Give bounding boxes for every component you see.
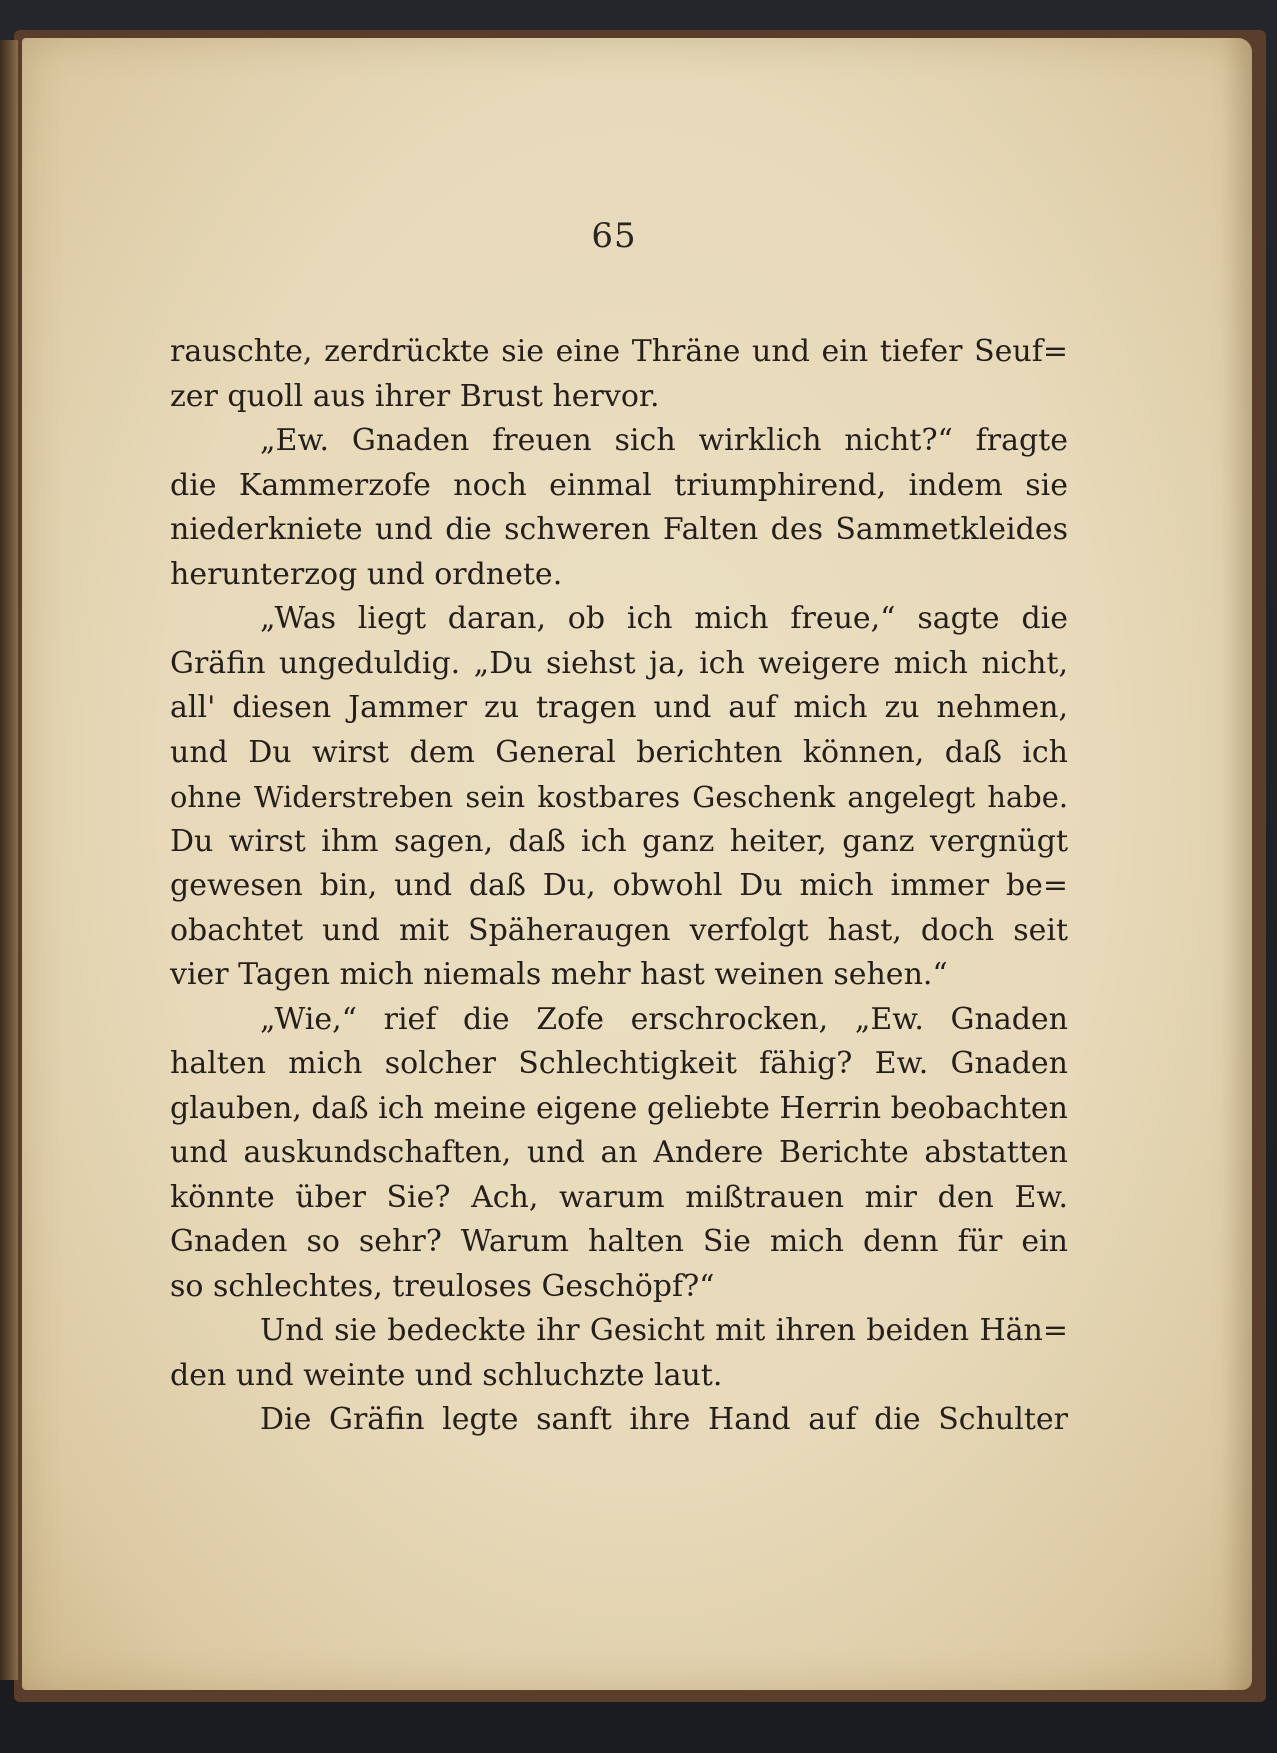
page-number: 65 <box>591 216 637 256</box>
book-page <box>22 38 1252 1690</box>
text-line: Und sie bedeckte ihr Gesicht mit ihren beiden Hän= <box>260 1313 1068 1348</box>
text-line: rauschte, zerdrückte sie eine Thräne und ein tiefer Seuf= <box>170 334 1068 369</box>
text-line: herunterzog und ordnete. <box>170 556 563 592</box>
text-line: glauben, daß ich meine eigene geliebte Herrin beobachten <box>170 1090 1068 1126</box>
text-line: so schlechtes, treuloses Geschöpf?“ <box>170 1268 715 1304</box>
book-binding <box>0 40 18 1680</box>
text-line: zer quoll aus ihrer Brust hervor. <box>170 378 660 414</box>
text-line: niederkniete und die schweren Falten des Sammetkleides <box>170 512 1068 547</box>
text-line: „Wie,“ rief die Zofe erschrocken, „Ew. Gnaden <box>260 1001 1068 1037</box>
text-line: und Du wirst dem General berichten können, daß ich <box>170 734 1068 770</box>
text-line: Gnaden so sehr? Warum halten Sie mich denn für ein <box>170 1224 1068 1259</box>
text-line: ohne Widerstreben sein kostbares Geschenk angelegt habe. <box>170 780 1068 814</box>
text-line: vier Tagen mich niemals mehr hast weinen sehen.“ <box>170 957 948 992</box>
text-line: Gräfin ungeduldig. „Du siehst ja, ich weigere mich nicht, <box>170 645 1068 681</box>
page-edge-shadow <box>1222 38 1252 1690</box>
text-line: Die Gräfin legte sanft ihre Hand auf die Schulter <box>260 1402 1068 1437</box>
text-line: all' diesen Jammer zu tragen und auf mich zu nehmen, <box>170 690 1068 725</box>
text-line: „Ew. Gnaden freuen sich wirklich nicht?“ fragte <box>260 423 1068 458</box>
text-line: Du wirst ihm sagen, daß ich ganz heiter, ganz vergnügt <box>170 823 1068 859</box>
text-line: gewesen bin, und daß Du, obwohl Du mich immer be= <box>170 868 1068 903</box>
text-line: halten mich solcher Schlechtigkeit fähig? Ew. Gnaden <box>170 1046 1068 1081</box>
text-line: obachtet und mit Späheraugen verfolgt hast, doch seit <box>170 912 1068 948</box>
body-text <box>170 330 1068 1443</box>
text-line: die Kammerzofe noch einmal triumphirend, indem sie <box>170 467 1068 503</box>
text-line: „Was liegt daran, ob ich mich freue,“ sagte die <box>260 601 1068 636</box>
text-line: könnte über Sie? Ach, warum mißtrauen mir den Ew. <box>170 1179 1068 1215</box>
text-line: und auskundschaften, und an Andere Berichte abstatten <box>170 1135 1068 1170</box>
text-line: den und weinte und schluchzte laut. <box>170 1357 723 1393</box>
